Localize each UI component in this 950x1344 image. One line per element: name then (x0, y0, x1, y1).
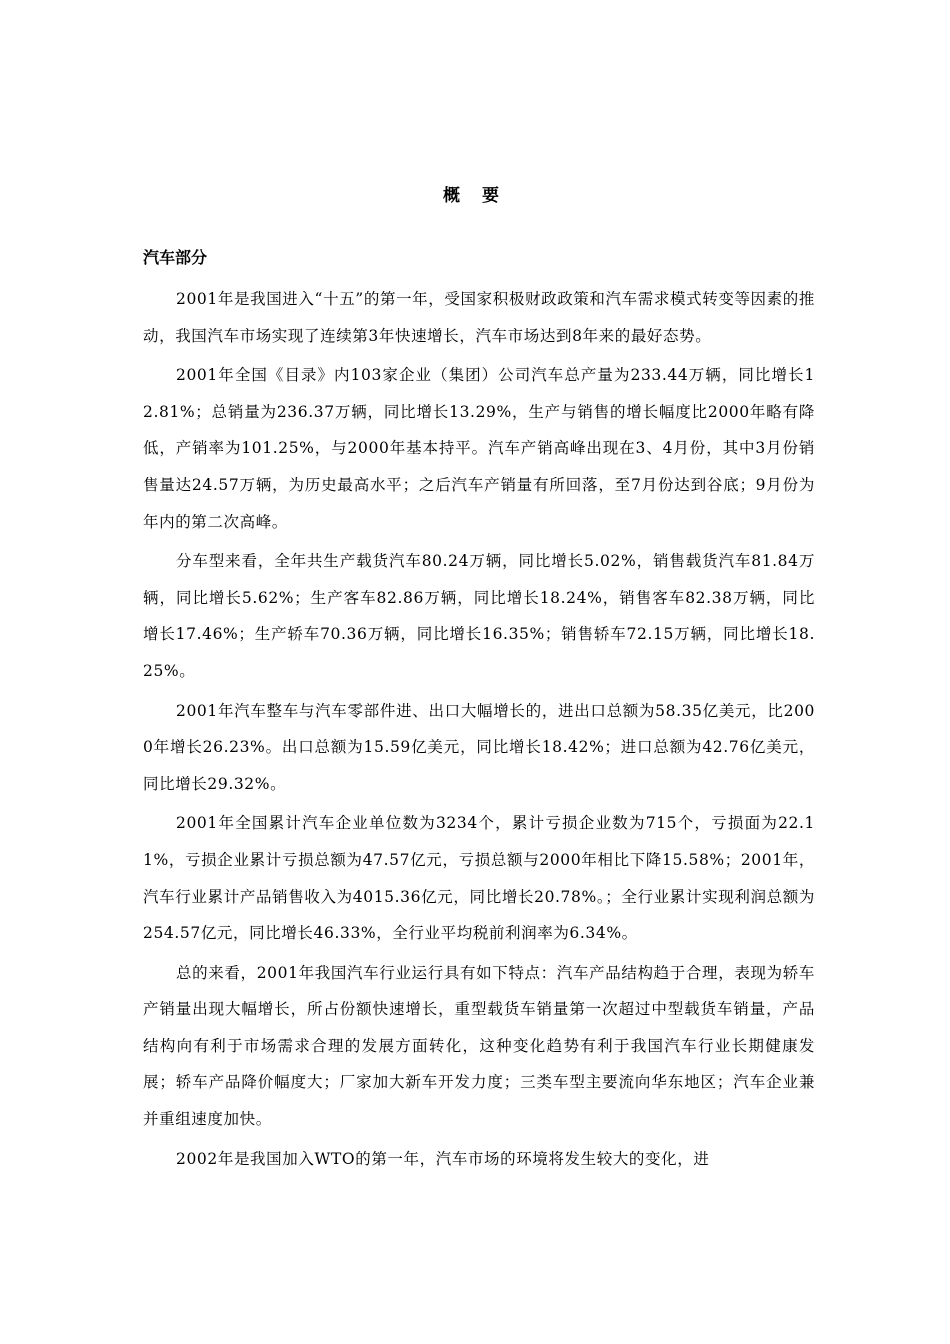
paragraph: 分车型来看，全年共生产载货汽车80.24万辆，同比增长5.02%，销售载货汽车81.84万辆，同比增长5.62%；生产客车82.86万辆，同比增长18.24%，销售客车82.38万辆，同比增长17.46%；生产轿车70.36万辆，同比增长16.35%；销售轿车72.15万辆，同比增长18.25%。 (143, 552, 815, 680)
paragraph: 2001年汽车整车与汽车零部件进、出口大幅增长的，进出口总额为58.35亿美元，比2000年增长26.23%。出口总额为15.59亿美元，同比增长18.42%；进口总额为42.76亿美元，同比增长29.32%。 (143, 701, 815, 793)
paragraph: 总的来看，2001年我国汽车行业运行具有如下特点：汽车产品结构趋于合理，表现为轿车产销量出现大幅增长，所占份额快速增长，重型载货车销量第一次超过中型载货车销量，产品结构向有利于市场需求合理的发展方面转化，这种变化趋势有利于我国汽车行业长期健康发展；轿车产品降价幅度大；厂家加大新车开发力度；三类车型主要流向华东地区；汽车企业兼并重组速度加快。 (143, 963, 815, 1129)
body-text (143, 281, 815, 1180)
section-heading: 汽车部分 (143, 248, 208, 267)
paragraph: 2001年是我国进入“十五”的第一年，受国家积极财政政策和汽车需求模式转变等因素的推动，我国汽车市场实现了连续第3年快速增长，汽车市场达到8年来的最好态势。 (143, 290, 815, 345)
paragraph: 2002年是我国加入WTO的第一年，汽车市场的环境将发生较大的变化，进 (176, 1149, 710, 1168)
paragraph: 2001年全国累计汽车企业单位数为3234个，累计亏损企业数为715个，亏损面为22.11%，亏损企业累计亏损总额为47.57亿元，亏损总额与2000年相比下降15.58%；2001年，汽车行业累计产品销售收入为4015.36亿元，同比增长20.78%。；全行业累计实现利润总额为254.57亿元，同比增长46.33%，全行业平均税前利润率为6.34%。 (143, 814, 815, 943)
paragraph: 2001年全国《目录》内103家企业（集团）公司汽车总产量为233.44万辆，同比增长12.81%；总销量为236.37万辆，同比增长13.29%，生产与销售的增长幅度比2000年略有降低，产销率为101.25%，与2000年基本持平。汽车产销高峰出现在3、4月份，其中3月份销售量达24.57万辆，为历史最高水平；之后汽车产销量有所回落，至7月份达到谷底；9月份为年内的第二次高峰。 (143, 366, 815, 531)
document-title: 概 要 (443, 186, 507, 206)
